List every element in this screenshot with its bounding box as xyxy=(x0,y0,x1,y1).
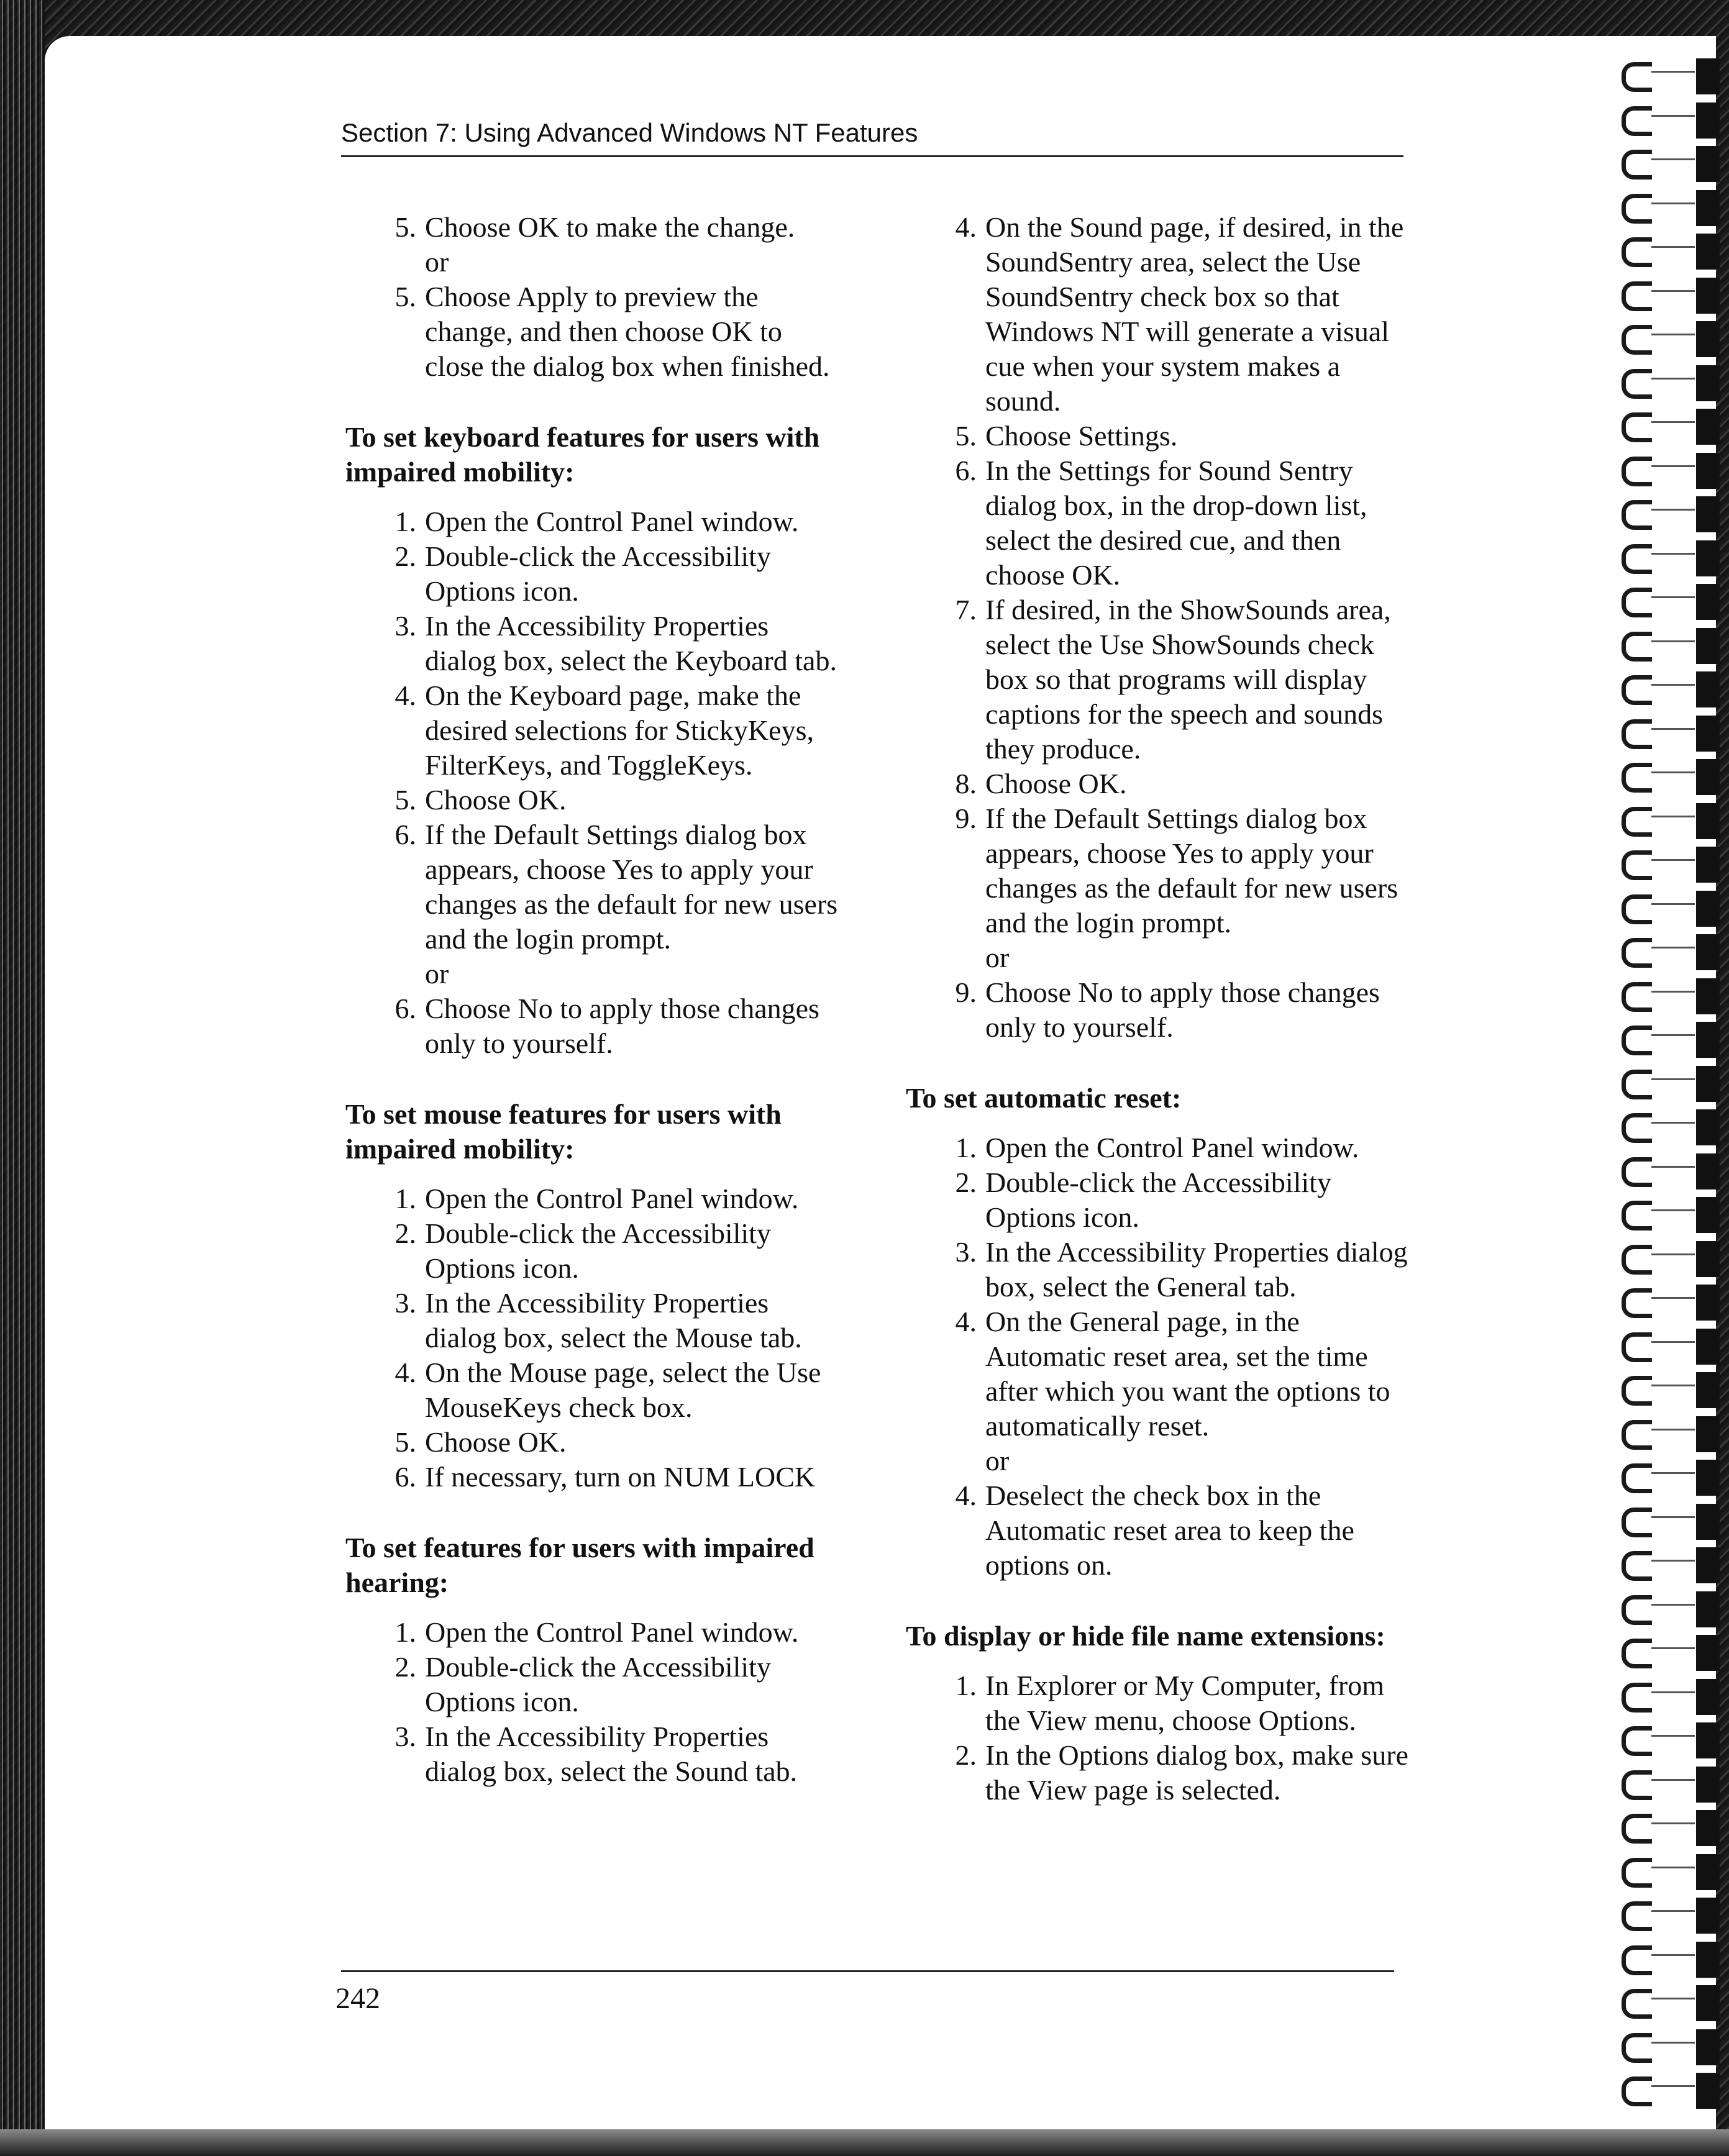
binding-coil xyxy=(1615,2070,1729,2111)
or-separator: or xyxy=(985,942,1010,973)
scan-left-edge xyxy=(0,0,45,2156)
binding-coil xyxy=(1615,1414,1729,1455)
binding-coil xyxy=(1615,888,1729,929)
step-text: If the Default Settings dialog box appears, choose Yes to apply your changes as the default for new users and the login prompt. xyxy=(985,803,1398,939)
binding-coil xyxy=(1615,363,1729,404)
step-number: 6 . xyxy=(378,817,421,852)
step-text: Open the Control Panel window. xyxy=(985,1132,1359,1163)
scan-bottom-edge xyxy=(0,2129,1729,2156)
list-item xyxy=(906,1304,1415,1444)
binding-coil xyxy=(1615,1370,1729,1411)
list-item xyxy=(906,1235,1415,1304)
list-item xyxy=(345,280,842,384)
binding-coil xyxy=(1615,1808,1729,1849)
binding-coil xyxy=(1615,1239,1729,1280)
step-number: 4 . xyxy=(378,1355,421,1390)
list-item xyxy=(906,210,1415,419)
step-text: In the Accessibility Properties dialog box, select the Sound tab. xyxy=(425,1721,798,1787)
section-heading: To set features for users with impaired hearing: xyxy=(345,1532,814,1598)
step-text: Choose OK. xyxy=(985,768,1127,799)
binding-coil xyxy=(1615,1632,1729,1673)
binding-coil xyxy=(1615,231,1729,272)
list-item xyxy=(345,1615,842,1650)
hearing-continued-steps xyxy=(906,210,1415,1045)
intro-steps xyxy=(345,210,842,384)
section-heading: To set keyboard features for users with impaired mobility: xyxy=(345,421,820,488)
binding-coil xyxy=(1615,625,1729,666)
list-item xyxy=(345,678,842,783)
step-number: 9 . xyxy=(938,975,982,1010)
step-number: 5 . xyxy=(938,419,982,453)
binding-coil xyxy=(1615,275,1729,316)
step-text: On the Mouse page, select the Use MouseKeys check box. xyxy=(425,1357,821,1423)
binding-coil xyxy=(1615,1107,1729,1148)
binding-coil xyxy=(1615,1501,1729,1542)
step-text: In the Options dialog box, make sure the View page is selected. xyxy=(985,1739,1408,1806)
step-number: 4 . xyxy=(938,1478,982,1513)
step-number: 3 . xyxy=(378,1286,421,1321)
step-text: On the Sound page, if desired, in the SoundSentry area, select the Use SoundSentry check box so that Windows NT will generate a visual cue when your system makes a sound. xyxy=(985,211,1404,417)
step-number: 4 . xyxy=(378,678,421,713)
step-text: Open the Control Panel window. xyxy=(425,1616,799,1648)
spiral-binding xyxy=(1615,56,1729,2124)
binding-coil xyxy=(1615,581,1729,622)
binding-coil xyxy=(1615,713,1729,754)
step-text: Choose No to apply those changes only to yourself. xyxy=(985,976,1380,1043)
step-text: In the Settings for Sound Sentry dialog box, in the drop-down list, select the desired cue, and then choose OK. xyxy=(985,455,1367,591)
binding-coil xyxy=(1615,1545,1729,1586)
section-heading: To display or hide file name extensions: xyxy=(906,1620,1385,1652)
list-item xyxy=(906,593,1415,766)
step-number: 4 . xyxy=(938,210,982,245)
binding-coil xyxy=(1615,319,1729,360)
step-text: Double-click the Accessibility Options icon. xyxy=(425,1217,771,1284)
keyboard-section xyxy=(345,420,842,1061)
step-text: Choose OK. xyxy=(425,784,567,816)
step-text: Choose Settings. xyxy=(985,420,1178,452)
binding-coil xyxy=(1615,1282,1729,1323)
step-number: 3 . xyxy=(378,609,421,644)
binding-coil xyxy=(1615,1063,1729,1104)
step-text: Choose OK. xyxy=(425,1426,567,1458)
step-text: In the Accessibility Properties dialog box, select the General tab. xyxy=(985,1236,1408,1303)
list-item xyxy=(906,453,1415,593)
step-number: 6 . xyxy=(938,453,982,488)
step-text: In the Accessibility Properties dialog box, select the Keyboard tab. xyxy=(425,610,837,676)
binding-coil xyxy=(1615,1457,1729,1498)
hearing-section xyxy=(345,1531,842,1789)
step-number: 2 . xyxy=(378,539,421,574)
step-text: Double-click the Accessibility Options icon. xyxy=(425,1651,771,1717)
list-item xyxy=(345,504,842,539)
footer-rule xyxy=(341,1970,1394,1972)
step-number: 4 . xyxy=(938,1304,982,1339)
list-item xyxy=(906,975,1415,1045)
step-text: Double-click the Accessibility Options icon. xyxy=(985,1167,1331,1233)
binding-coil xyxy=(1615,1764,1729,1805)
step-number: 7 . xyxy=(938,593,982,627)
binding-coil xyxy=(1615,1720,1729,1761)
list-item xyxy=(345,609,842,678)
binding-coil xyxy=(1615,1939,1729,1980)
running-head: Section 7: Using Advanced Windows NT Features xyxy=(341,118,918,147)
binding-coil xyxy=(1615,844,1729,885)
or-separator: or xyxy=(985,1445,1010,1476)
header-rule xyxy=(341,155,1403,157)
binding-coil xyxy=(1615,757,1729,798)
step-number: 9 . xyxy=(938,801,982,836)
or-separator: or xyxy=(425,246,449,278)
step-number: 2 . xyxy=(378,1216,421,1251)
step-number: 2 . xyxy=(378,1650,421,1685)
binding-coil xyxy=(1615,801,1729,842)
list-item xyxy=(345,783,842,817)
automatic-reset-section xyxy=(906,1081,1415,1583)
list-item xyxy=(345,1286,842,1355)
page-number: 242 xyxy=(335,1982,380,2015)
step-text: If necessary, turn on NUM LOCK xyxy=(425,1461,816,1493)
step-text: In Explorer or My Computer, from the View menu, choose Options. xyxy=(985,1670,1385,1736)
list-item xyxy=(906,1478,1415,1583)
step-number: 1 . xyxy=(378,504,421,539)
list-item xyxy=(345,991,842,1061)
step-number: 1 . xyxy=(378,1615,421,1650)
step-text: If desired, in the ShowSounds area, select the Use ShowSounds check box so that programs will display captions for the speech and sounds they produce. xyxy=(985,594,1391,765)
binding-coil xyxy=(1615,1151,1729,1192)
step-text: In the Accessibility Properties dialog box, select the Mouse tab. xyxy=(425,1287,802,1353)
binding-coil xyxy=(1615,494,1729,535)
mouse-section xyxy=(345,1097,842,1494)
step-number: 2 . xyxy=(938,1738,982,1773)
step-number: 5 . xyxy=(378,1425,421,1460)
list-item xyxy=(345,817,842,957)
step-text: Open the Control Panel window. xyxy=(425,506,799,537)
step-number: 6 . xyxy=(378,991,421,1026)
binding-coil xyxy=(1615,450,1729,491)
binding-coil xyxy=(1615,932,1729,973)
step-text: On the General page, in the Automatic reset area, set the time after which you want the options to automatically reset. xyxy=(985,1306,1390,1442)
binding-coil xyxy=(1615,1852,1729,1893)
step-number: 5 . xyxy=(378,210,421,245)
list-item xyxy=(345,1216,842,1286)
file-extensions-section xyxy=(906,1619,1415,1808)
binding-coil xyxy=(1615,1589,1729,1630)
step-number: 5 . xyxy=(378,783,421,817)
step-text: Double-click the Accessibility Options icon. xyxy=(425,540,771,607)
step-text: Choose OK to make the change. xyxy=(425,211,795,243)
book-page xyxy=(45,36,1716,2129)
binding-coil xyxy=(1615,406,1729,447)
or-separator: or xyxy=(425,958,449,989)
step-number: 2 . xyxy=(938,1165,982,1200)
step-text: Deselect the check box in the Automatic reset area to keep the options on. xyxy=(985,1480,1354,1581)
left-column xyxy=(345,210,842,1825)
binding-coil xyxy=(1615,1895,1729,1936)
step-number: 3 . xyxy=(938,1235,982,1270)
list-item xyxy=(906,1165,1415,1235)
binding-coil xyxy=(1615,1019,1729,1060)
binding-coil xyxy=(1615,188,1729,229)
binding-coil xyxy=(1615,1326,1729,1367)
binding-coil xyxy=(1615,976,1729,1017)
list-item xyxy=(906,1738,1415,1808)
binding-coil xyxy=(1615,1194,1729,1235)
binding-coil xyxy=(1615,1676,1729,1717)
list-item xyxy=(345,1181,842,1216)
list-item xyxy=(345,1650,842,1719)
list-item xyxy=(345,1425,842,1460)
step-number: 1 . xyxy=(938,1130,982,1165)
step-text: On the Keyboard page, make the desired selections for StickyKeys, FilterKeys, and ToggleKeys. xyxy=(425,680,814,781)
step-number: 1 . xyxy=(938,1668,982,1703)
list-item xyxy=(345,1355,842,1425)
step-text: Choose No to apply those changes only to yourself. xyxy=(425,993,819,1059)
binding-coil xyxy=(1615,143,1729,184)
step-number: 3 . xyxy=(378,1719,421,1754)
list-item xyxy=(345,1460,842,1494)
list-item xyxy=(906,1668,1415,1738)
section-heading: To set automatic reset: xyxy=(906,1082,1182,1114)
list-item xyxy=(906,801,1415,940)
list-item xyxy=(906,1130,1415,1165)
step-number: 6 . xyxy=(378,1460,421,1494)
binding-coil xyxy=(1615,56,1729,97)
list-item xyxy=(906,419,1415,453)
list-item xyxy=(345,1719,842,1789)
step-text: Open the Control Panel window. xyxy=(425,1183,799,1214)
list-item xyxy=(345,210,842,245)
list-item xyxy=(345,539,842,609)
binding-coil xyxy=(1615,669,1729,710)
binding-coil xyxy=(1615,2027,1729,2068)
right-column xyxy=(906,210,1415,1844)
step-number: 5 . xyxy=(378,280,421,314)
step-number: 8 . xyxy=(938,766,982,801)
binding-coil xyxy=(1615,1983,1729,2024)
section-heading: To set mouse features for users with impaired mobility: xyxy=(345,1098,782,1165)
binding-coil xyxy=(1615,100,1729,141)
step-text: If the Default Settings dialog box appears, choose Yes to apply your changes as the default for new users and the login prompt. xyxy=(425,819,838,955)
list-item xyxy=(906,766,1415,801)
step-text: Choose Apply to preview the change, and then choose OK to close the dialog box when finished. xyxy=(425,281,830,382)
binding-coil xyxy=(1615,538,1729,579)
step-number: 1 . xyxy=(378,1181,421,1216)
